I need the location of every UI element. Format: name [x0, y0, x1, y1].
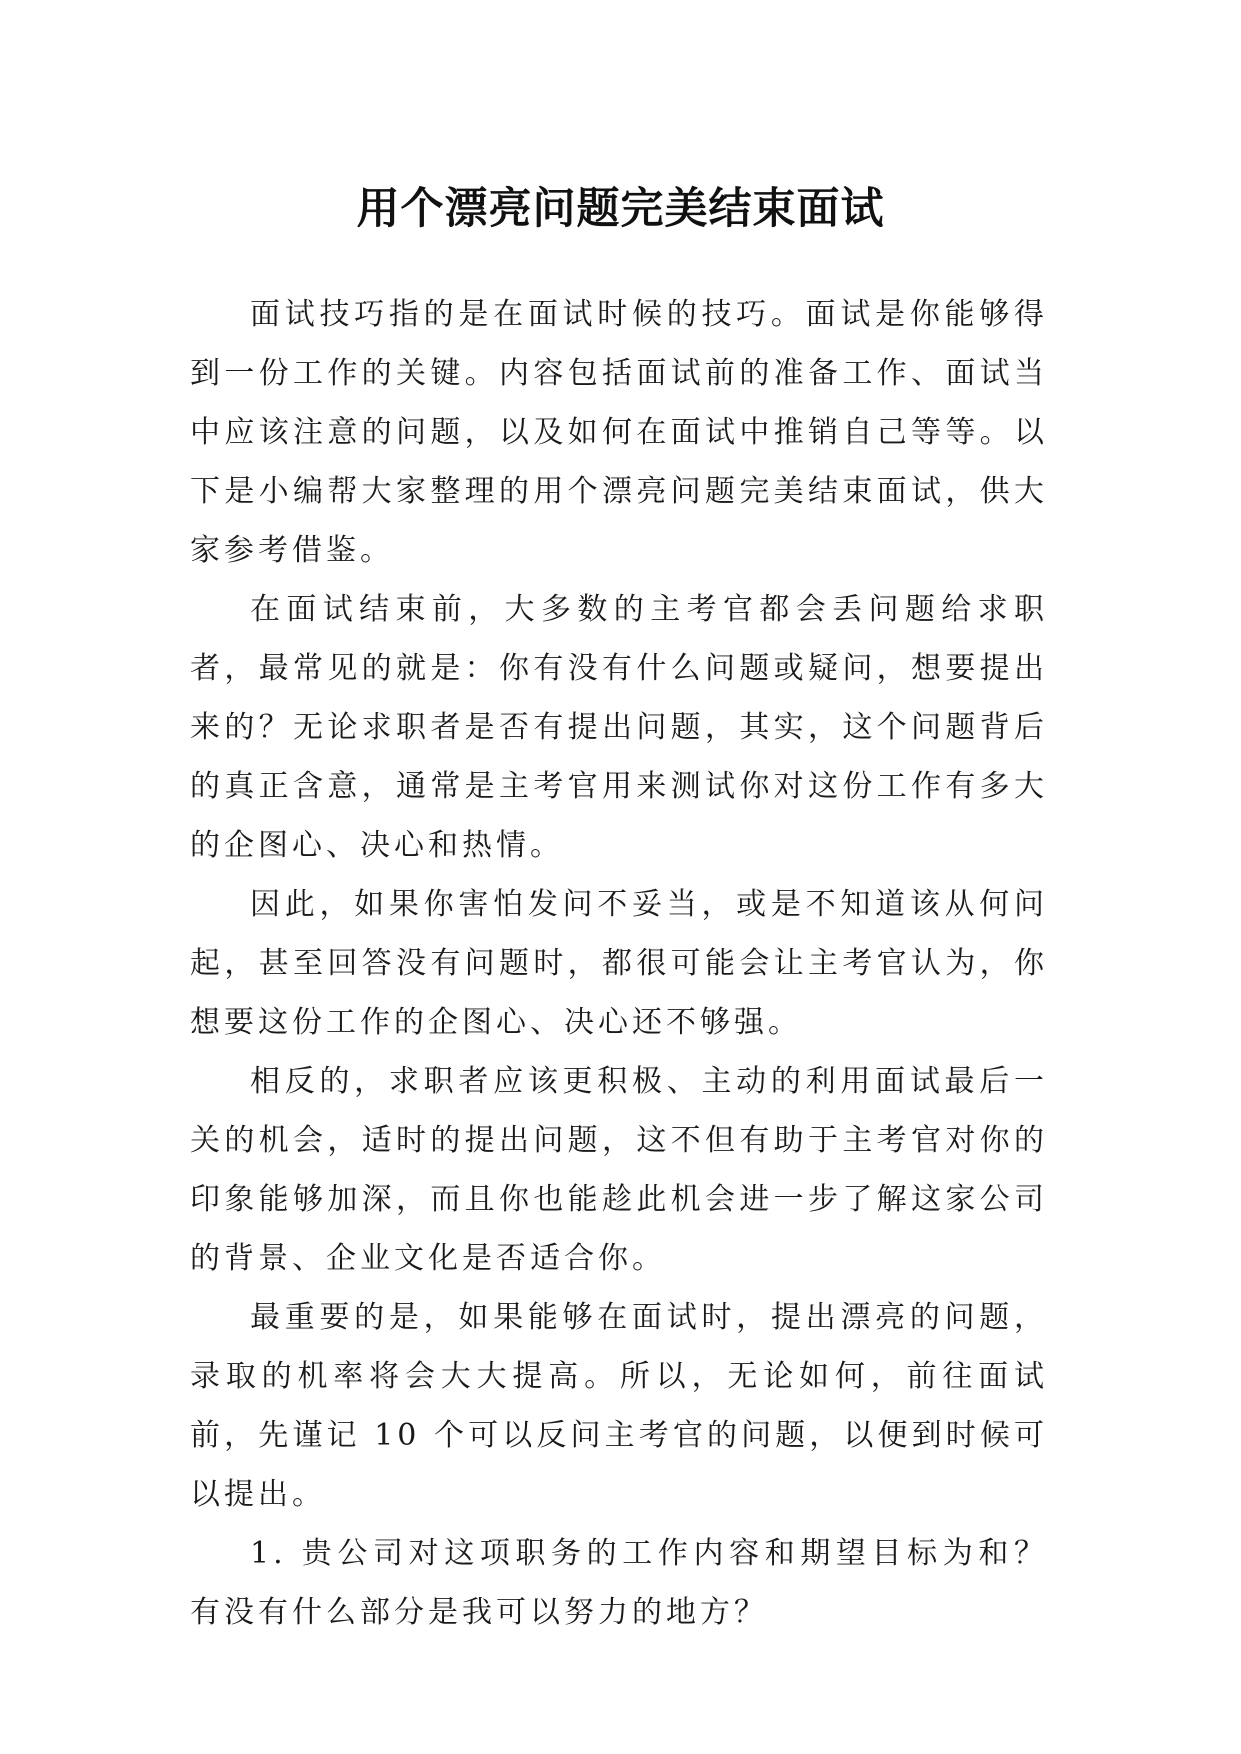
document-body [190, 285, 1048, 1642]
body-paragraph: 相反的，求职者应该更积极、主动的利用面试最后一关的机会，适时的提出问题，这不但有助于主考官对你的印象能够加深，而且你也能趁此机会进一步了解这家公司的背景、企业文化是否适合你。 [190, 1064, 1048, 1276]
question-item: 1. 贵公司对这项职务的工作内容和期望目标为和？有没有什么部分是我可以努力的地方？ [190, 1536, 1048, 1630]
body-paragraph: 因此，如果你害怕发问不妥当，或是不知道该从何问起，甚至回答没有问题时，都很可能会让主考官认为，你想要这份工作的企图心、决心还不够强。 [190, 887, 1048, 1040]
body-paragraph: 在面试结束前，大多数的主考官都会丢问题给求职者，最常见的就是：你有没有什么问题或疑问，想要提出来的？无论求职者是否有提出问题，其实，这个问题背后的真正含意，通常是主考官用来测试你对这份工作有多大的企图心、决心和热情。 [190, 592, 1048, 863]
document-title: 用个漂亮问题完美结束面试 [356, 183, 885, 234]
body-paragraph: 最重要的是，如果能够在面试时，提出漂亮的问题，录取的机率将会大大提高。所以，无论如何，前往面试前，先谨记 10 个可以反问主考官的问题，以便到时候可以提出。 [190, 1300, 1048, 1512]
intro-paragraph: 面试技巧指的是在面试时候的技巧。面试是你能够得到一份工作的关键。内容包括面试前的准备工作、面试当中应该注意的问题，以及如何在面试中推销自己等等。以下是小编帮大家整理的用个漂亮问题完美结束面试，供大家参考借鉴。 [190, 297, 1048, 568]
